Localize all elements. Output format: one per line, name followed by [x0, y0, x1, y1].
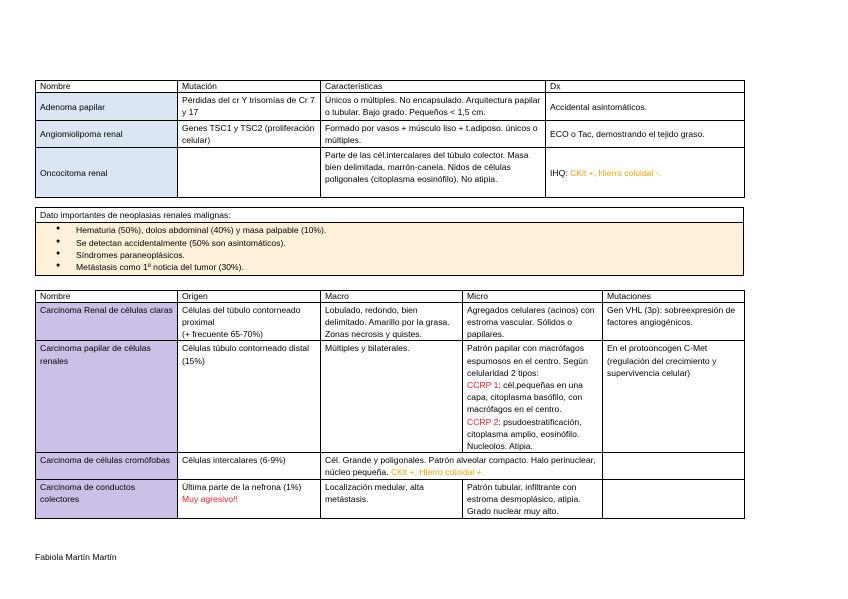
list-item: ● Síndromes paraneoplásicos.: [76, 249, 739, 261]
row-micro: Agregados celulares (acinos) con estroma vascular. Sólidos o papilares.: [463, 302, 603, 341]
origin-note: (+ frecuente 65-70%): [182, 329, 263, 340]
origin-alert: Muy agresivo!!: [182, 493, 238, 504]
ccrp1-text: : cél.pequeñas en una capa, citoplasma basófilo, con macrófagos en el centro.: [467, 379, 583, 415]
dx-prefix: IHQ:: [550, 167, 571, 178]
row-name: Carcinoma de conductos colectores: [36, 479, 178, 518]
row-micro: Patrón tubular, infiltrante con estroma desmoplásico, atipia. Grado nuclear muy alto.: [463, 479, 603, 518]
row-features: Parte de las cél.intercalares del túbulo colector. Masa bien delimitada, marrón-canela. Nidos de células poligonales (citoplasma eosinófilo). No atipia.: [321, 147, 546, 197]
dx-highlight: CKit +, Hierro coloidal -.: [570, 167, 662, 178]
row-origin: [178, 479, 321, 518]
table-header-row: [36, 81, 745, 93]
header-origen: Origen: [178, 291, 321, 303]
info-list: [76, 224, 739, 274]
table-row: [36, 147, 745, 197]
row-mutations: En el protooncogen C-Met (regulación del crecimiento y supervivencia celular): [603, 341, 745, 453]
macro-highlight: CKit +, Hierro coloidal +.: [390, 467, 485, 478]
benign-tumors-table: [35, 80, 745, 198]
row-features: Únicos o múltiples. No encapsulado. Arquitectura papilar o tubular. Bajo grado. Pequeños < 1,5 cm.: [321, 92, 546, 120]
row-features: Formado por vasos + músculo liso + t.adiposo. únicos o múltiples.: [321, 120, 546, 147]
row-mutations: [603, 479, 745, 518]
malignant-info-box: [35, 207, 744, 276]
table-row: [36, 92, 745, 120]
row-name: Carcinoma Renal de células claras: [36, 302, 178, 341]
header-mutacion: Mutación: [178, 81, 321, 93]
row-origin: Células túbulo contorneado distal (15%): [178, 341, 321, 453]
table-header-row: [36, 291, 745, 303]
row-macro: Localización medular, alta metástasis.: [321, 479, 463, 518]
header-mutaciones: Mutaciones: [603, 291, 745, 303]
macro-text: Cél. Grande y poligonales. Patrón alveolar compacto. Halo perinuclear, núcleo pequeña.: [325, 455, 596, 478]
table-row: [36, 341, 745, 453]
row-micro: [463, 341, 603, 453]
row-dx: Accidental asintomáticos.: [546, 92, 745, 120]
row-mutation: [178, 147, 321, 197]
row-origin: [178, 302, 321, 341]
ccrp2-text: : psudoestratificación, citoplasma amplio, eosinófilo. Nucleolos. Atipia.: [467, 416, 582, 451]
row-mutation: Genes TSC1 y TSC2 (proliferación celular): [178, 120, 321, 147]
row-name: Adenoma papilar: [36, 92, 178, 120]
row-macro: [321, 453, 603, 479]
row-name: Carcinoma papilar de células renales: [36, 341, 178, 453]
row-name: Carcinoma de células cromófobas: [36, 453, 178, 479]
origin-text: Última parte de la nefrona (1%): [182, 481, 302, 492]
row-mutation: Pérdidas del cr Y trisomías de Cr 7 y 17: [178, 92, 321, 120]
header-dx: Dx: [546, 81, 745, 93]
header-nombre: Nombre: [36, 291, 178, 303]
ccrp2-label: CCRP 2: [467, 416, 499, 427]
micro-intro: Patrón papilar con macrófagos espumosos en el centro. Según celularidad 2 tipos:: [467, 343, 588, 378]
list-item: ● Metástasis como 1º noticia del tumor (30%).: [76, 261, 739, 273]
header-caracteristicas: Características: [321, 81, 546, 93]
row-name: Angiomiolipoma renal: [36, 120, 178, 147]
table-row: [36, 479, 745, 518]
origin-text: Células del túbulo contorneado proximal: [182, 304, 301, 327]
table-row: [36, 120, 745, 147]
ccrp1-label: CCRP 1: [467, 379, 499, 390]
row-macro: Lobulado, redondo, bien delimitado. Amarillo por la grasa. Zonas necrosis y quistes.: [321, 302, 463, 341]
row-macro: Múltiples y bilaterales.: [321, 341, 463, 453]
list-item: ● Hematuria (50%), dolos abdominal (40%) y masa palpable (10%).: [76, 224, 739, 236]
row-mutations: [603, 453, 745, 479]
table-row: [36, 453, 745, 479]
info-box-title: Dato importantes de neoplasias renales malignas:: [36, 208, 744, 223]
malignant-tumors-table: [35, 290, 745, 519]
list-item: ● Se detectan accidentalmente (50% son asintomáticos).: [76, 237, 739, 249]
row-dx: [546, 147, 745, 197]
row-origin: Células intercalares (6-9%): [178, 453, 321, 479]
row-dx: ECO o Tac, demostrando el tejido graso.: [546, 120, 745, 147]
header-micro: Micro: [463, 291, 603, 303]
author-footer: Fabiola Martín Martín: [35, 552, 117, 562]
row-mutations: Gen VHL (3p): sobreexpresión de factores angiogénicos.: [603, 302, 745, 341]
header-nombre: Nombre: [36, 81, 178, 93]
row-name: Oncocitoma renal: [36, 147, 178, 197]
table-row: [36, 302, 745, 341]
header-macro: Macro: [321, 291, 463, 303]
